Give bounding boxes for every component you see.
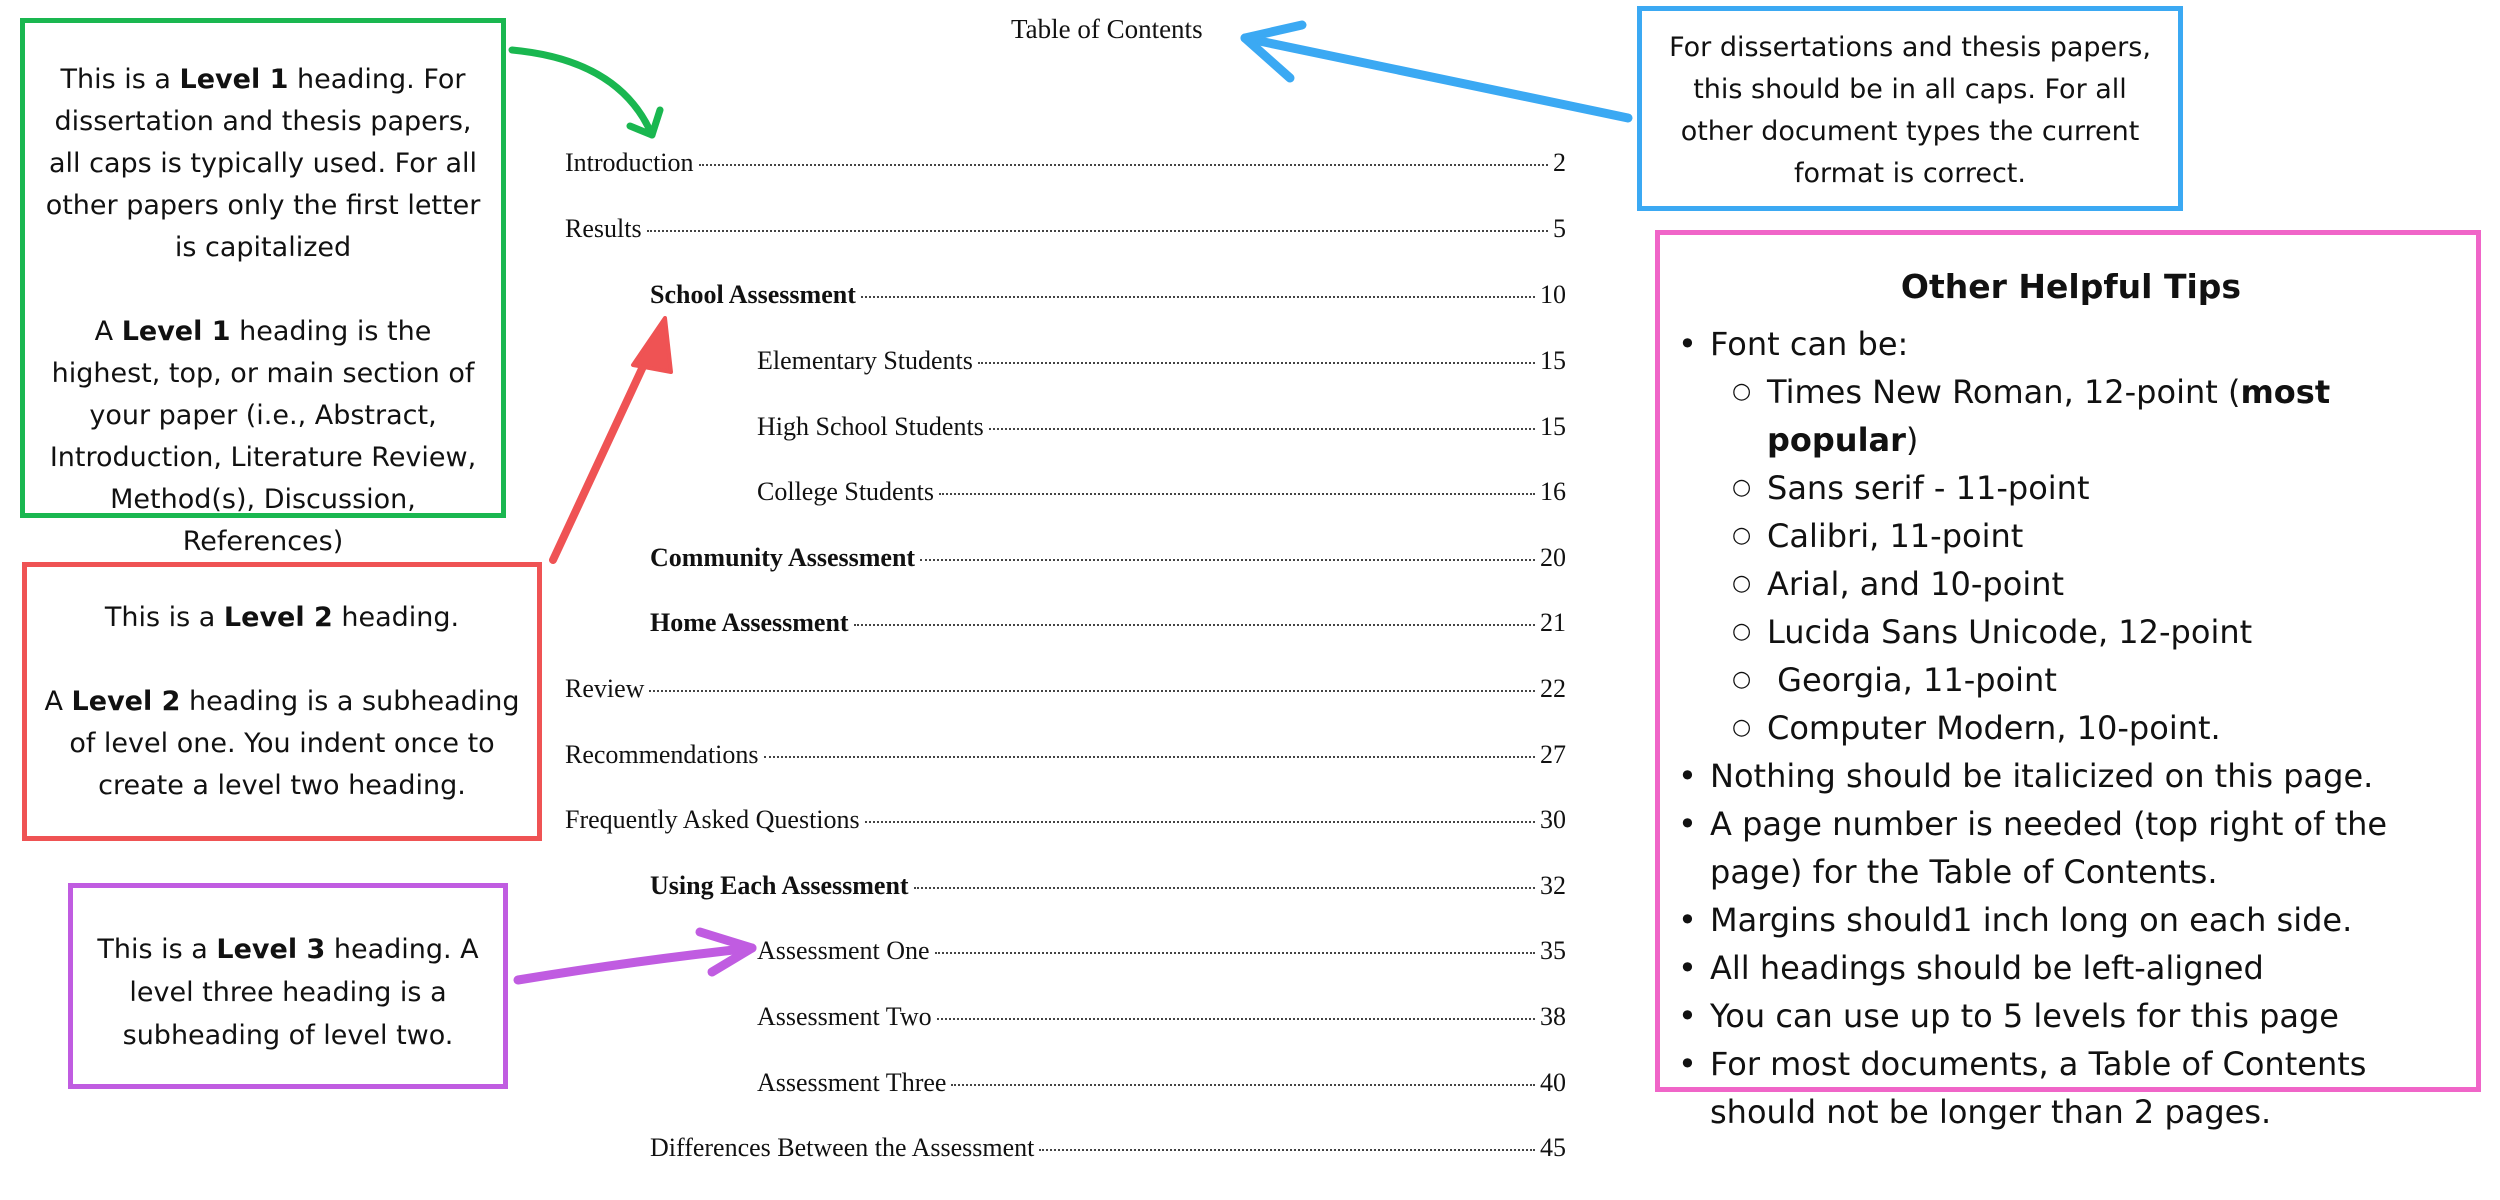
toc-entry-label: Results	[565, 214, 642, 243]
dot-leader	[989, 428, 1535, 430]
toc-entry-label: Introduction	[565, 148, 694, 177]
dot-leader	[935, 952, 1535, 954]
toc-entry-results	[565, 214, 1566, 244]
toc-entry-elementary-students	[757, 346, 1566, 376]
dot-leader	[978, 362, 1535, 364]
toc-entry-page: 40	[1540, 1068, 1566, 1097]
toc-entry-faq	[565, 805, 1566, 835]
level3-annotation-box	[68, 883, 508, 1089]
toc-entry-label: Home Assessment	[650, 608, 849, 637]
toc-entry-page: 2	[1553, 148, 1566, 177]
font-option: ○ Arial, and 10-point	[1710, 560, 2468, 608]
toc-entry-page: 45	[1540, 1133, 1566, 1162]
toc-entry-label: Assessment Two	[757, 1002, 932, 1031]
toc-entry-introduction	[565, 148, 1566, 178]
toc-entry-page: 10	[1540, 280, 1566, 309]
dot-leader	[764, 756, 1535, 758]
tip-item: • A page number is needed (top right of the page) for the Table of Contents.	[1674, 800, 2468, 896]
tip-item: • For most documents, a Table of Contents should not be longer than 2 pages.	[1674, 1040, 2468, 1136]
toc-entry-differences	[650, 1133, 1566, 1163]
dot-leader	[1039, 1149, 1535, 1151]
toc-entry-label: Elementary Students	[757, 346, 973, 375]
toc-entry-page: 20	[1540, 543, 1566, 572]
level2-annotation-definition: A Level 2 heading is a subheading of level one. You indent once to create a level two heading.	[44, 686, 520, 801]
tip-item: • Nothing should be italicized on this page.	[1674, 752, 2468, 800]
dot-leader	[861, 296, 1535, 298]
toc-entry-page: 30	[1540, 805, 1566, 834]
toc-entry-page: 32	[1540, 871, 1566, 900]
level1-annotation-text: This is a Level 1 heading. For dissertation and thesis papers, all caps is typically used. For all other papers only the first letter is capitalized	[45, 64, 481, 263]
toc-entry-page: 38	[1540, 1002, 1566, 1031]
title-note-box	[1637, 6, 2183, 211]
toc-entry-school-assessment	[650, 280, 1566, 310]
title-note-text: For dissertations and thesis papers, this should be in all caps. For all other document types the current format is correct.	[1669, 32, 2151, 189]
toc-entry-community-assessment	[650, 543, 1566, 573]
toc-entry-page: 16	[1540, 477, 1566, 506]
toc-entry-assessment-one	[757, 936, 1566, 966]
font-option: ○ Sans serif - 11-point	[1710, 464, 2468, 512]
toc-entry-label: Differences Between the Assessment	[650, 1133, 1035, 1162]
toc-entry-page: 15	[1540, 346, 1566, 375]
toc-entry-label: Assessment One	[757, 936, 930, 965]
font-options-list	[1710, 368, 2468, 752]
toc-entry-assessment-two	[757, 1002, 1566, 1032]
font-option: ○ Lucida Sans Unicode, 12-point	[1710, 608, 2468, 656]
dot-leader	[699, 164, 1548, 166]
dot-leader	[914, 887, 1535, 889]
tip-item: • You can use up to 5 levels for this page	[1674, 992, 2468, 1040]
toc-entry-label: School Assessment	[650, 280, 856, 309]
purple-arrow	[518, 932, 752, 980]
dot-leader	[937, 1018, 1535, 1020]
tips-title: Other Helpful Tips	[1900, 267, 2242, 306]
dot-leader	[647, 230, 1548, 232]
dot-leader	[951, 1084, 1535, 1086]
dot-leader	[865, 821, 1535, 823]
toc-entry-assessment-three	[757, 1068, 1566, 1098]
toc-entry-label: Frequently Asked Questions	[565, 805, 860, 834]
toc-entry-label: Review	[565, 674, 645, 703]
toc-entry-college-students	[757, 477, 1566, 507]
red-arrow	[553, 330, 660, 560]
toc-entry-label: High School Students	[757, 412, 984, 441]
level1-annotation-definition: A Level 1 heading is the highest, top, or main section of your paper (i.e., Abstract, Introduction, Literature Review, Method(s), Discussion, References)	[49, 316, 477, 557]
toc-entry-label: Recommendations	[565, 740, 759, 769]
toc-entry-using-each-assessment	[650, 871, 1566, 901]
font-option: ○ Times New Roman, 12-point (most popular)	[1710, 368, 2468, 464]
tip-item: • Margins should1 inch long on each side.	[1674, 896, 2468, 944]
tips-list	[1674, 320, 2468, 1136]
level3-annotation-text: This is a Level 3 heading. A level three heading is a subheading of level two.	[97, 934, 479, 1051]
level2-annotation-box	[22, 562, 542, 841]
toc-entry-page: 5	[1553, 214, 1566, 243]
dot-leader	[939, 493, 1535, 495]
dot-leader	[854, 624, 1535, 626]
green-arrow	[512, 50, 660, 135]
toc-entry-label: Community Assessment	[650, 543, 916, 572]
toc-entry-page: 35	[1540, 936, 1566, 965]
toc-entry-page: 15	[1540, 412, 1566, 441]
toc-entry-label: Assessment Three	[757, 1068, 947, 1097]
toc-entry-page: 21	[1540, 608, 1566, 637]
tip-font: • Font can be: ○ Times New Roman, 12-point (most popular) ○ Sans serif - 11-point ○ Calibri, 11-point ○ Arial, and 10-point ○ Lucida Sans Unicode, 12-point ○ Georgia, 11-point ○ Computer Modern, 10-point.	[1674, 320, 2468, 752]
font-option: ○ Calibri, 11-point	[1710, 512, 2468, 560]
blue-arrow	[1245, 25, 1628, 118]
red-arrowhead	[633, 318, 671, 372]
dot-leader	[649, 690, 1535, 692]
dot-leader	[920, 559, 1535, 561]
toc-entry-home-assessment	[650, 608, 1566, 638]
toc-entry-label: Using Each Assessment	[650, 871, 909, 900]
helpful-tips-box	[1655, 230, 2481, 1131]
font-option: ○ Georgia, 11-point	[1710, 656, 2468, 704]
toc-entry-high-school-students	[757, 412, 1566, 442]
level1-annotation-box	[20, 18, 506, 557]
toc-entry-label: College Students	[757, 477, 934, 506]
toc-entry-review	[565, 674, 1566, 704]
level2-annotation-text: This is a Level 2 heading.	[104, 602, 460, 633]
toc-entry-page: 22	[1540, 674, 1566, 703]
toc-entry-recommendations	[565, 740, 1566, 770]
font-option: ○ Computer Modern, 10-point.	[1710, 704, 2468, 752]
toc-entry-page: 27	[1540, 740, 1566, 769]
tip-item: • All headings should be left-aligned	[1674, 944, 2468, 992]
toc-title: Table of Contents	[1011, 14, 1203, 44]
